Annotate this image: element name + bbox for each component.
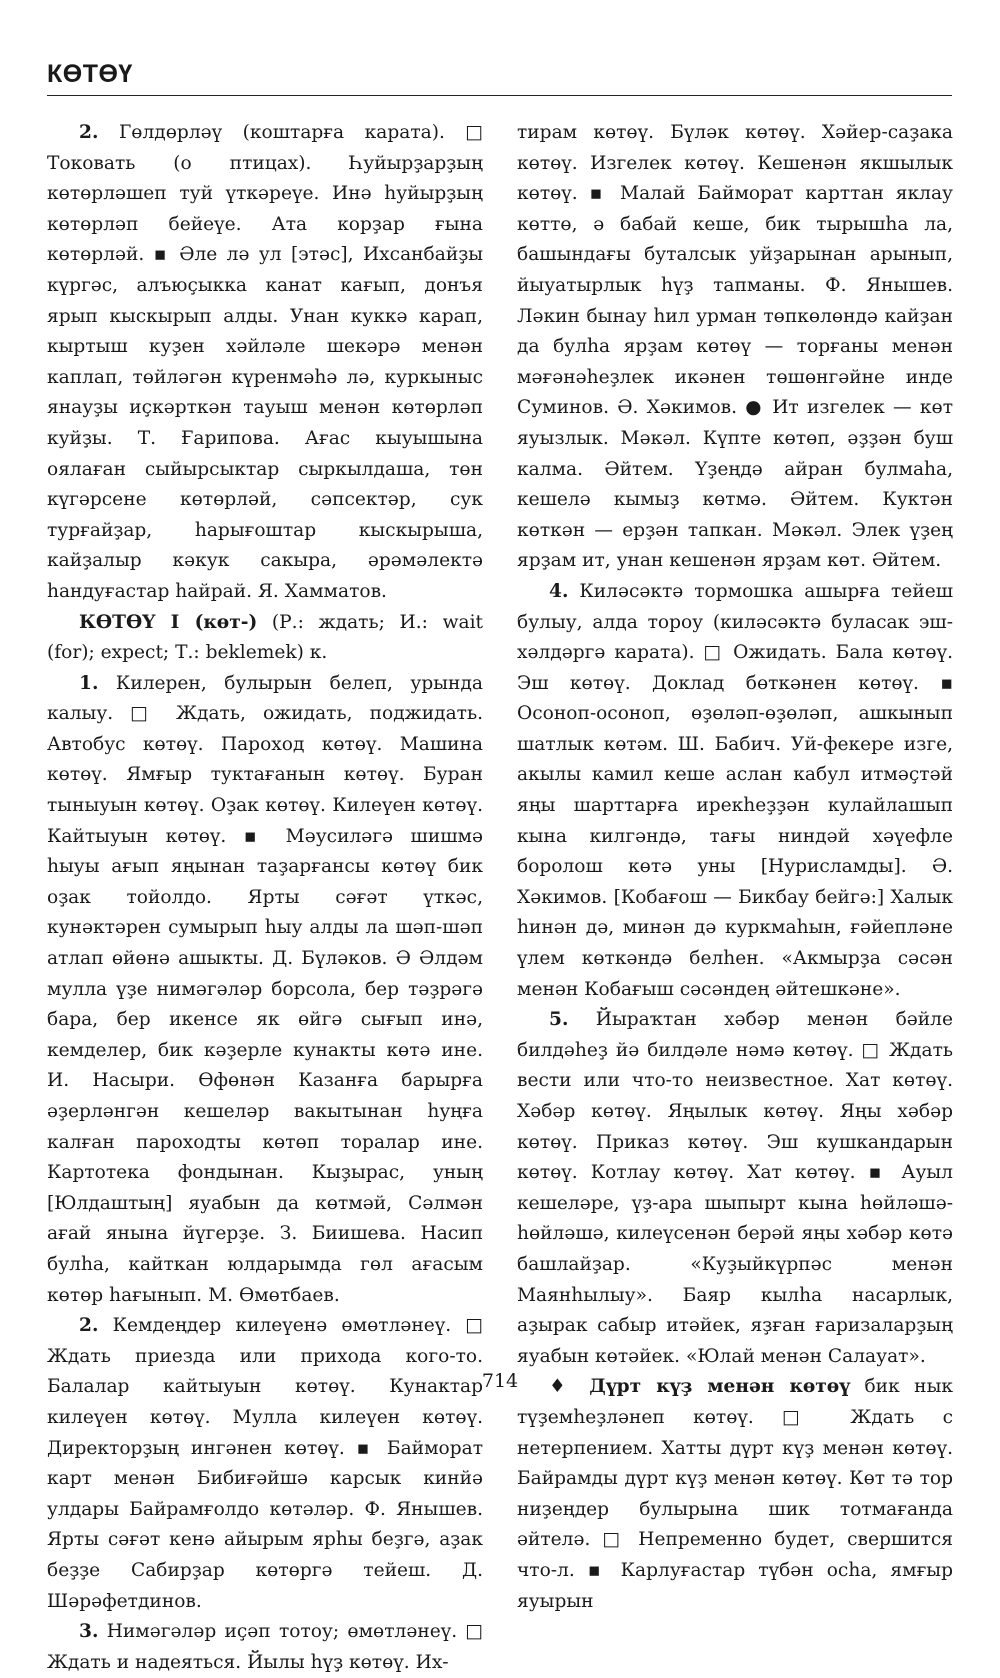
entry-paragraph: КӨТӨҮ I (көт-) (Р.: ждать; И.: wait (for); expect; Т.: beklemek) к.	[47, 611, 483, 664]
sense-label: 2.	[79, 122, 99, 143]
sense-label: 4.	[549, 580, 569, 602]
entry-paragraph: 3. Нимәгәләр иҫәп тотоу; өмөтләнеү. □ Ждать и надеяться. Йылы һүҙ көтөү. Их-	[47, 1621, 483, 1673]
entry-paragraph: 2. Гөлдөрләү (коштарға карата). □ Токовать (о птицах). Һуйырҙарҙың көтөрләшеп туй үткәреүе. Инә һуйырҙың көтөрләп бейеүе. Ата корҙар ғына көтөрләй. ▪ Әле лә ул [этәс], Ихсанбайҙы күргәс, алъюҫыкка канат кағып, донъя ярып кыскырып алды. Унан куккә карап, кыртыш куҙен хәйләле шекәрә менән каплап, төйләгән күренмәһә лә, куркыныс янауҙы иҫкәрткән тауыш менән көтөрләп куйҙы. Т. Ғарипова. Ағас кыуышына оялаған сыйырсыктар сыркылдаша, төн күгәрсене көтөрләй, сәпсектәр, сук турғайҙар, һарығоштар кыскырыша, кайҙалыр кәкук сакыра, әрәмәлектә һандуғастар һайрай. Я. Хамматов.	[47, 122, 483, 602]
entry-paragraph: 4. Киләсәктә тормошка ашырға тейеш булыу, алда тороу (киләсәктә буласак эш-хәлдәргә карата). □ Ожидать. Бала көтөү. Эш көтөү. Доклад бөткәнен көтөү. ▪ Осоноп-осоноп, өҙөләп-өҙөләп, ашкынып шатлык көтәм. Ш. Бабич. Уй-фекере изге, акылы камил кеше аслан кабул итмәҫтәй яңы шарттарға ирекһеҙҙән кулайлашып кына килгәндә, тағы ниндәй хәүефле боролош көтә уны [Нурисламды]. Ә. Хәкимов. [Кобағош — Бикбау бейгә:] Халык һинән дә, минән дә куркмаһын, ғәйепләне үлем көткәндә белһен. «Акмырҙа сәсән менән Кобағыш сәсәндең әйтешкәне».	[517, 580, 953, 1000]
entry-paragraph: 2. Кемдеңдер килеүенә өмөтләнеү. □ Ждать приезда или прихода кого-то. Балалар кайтыуын көтөү. Кунактар килеүен көтөү. Мулла килеүен көтөү. Директорҙың ингәнен көтөү. ▪ Байморат карт менән Бибиғәйшә карсык кинйә улдары Байрамғолдо көтәләр. Ф. Янышев. Ярты сәғәт кенә айырым ярһы беҙгә, аҙак беҙҙе Сабирҙар көтөргә тейеш. Д. Шәрәфетдинов.	[47, 1315, 483, 1612]
entry-paragraph: тирам көтөү. Бүләк көтөү. Хәйер-саҙака көтөү. Изгелек көтөү. Кешенән якшылык көтөү. ▪ Малай Байморат карттан яклау көттө, ә бабай кеше, бик тырышһа ла, башындағы буталсык уйҙарынан арынып, йыуатырлык һүҙ тапманы. Ф. Янышев. Ләкин бынау һил урман төпкөлөндә кайҙан да булһа ярҙам көтөү — торғаны менән мәғәнәһеҙлек икәнен төшөнгәйне инде Суминов. Ә. Хәкимов. ● Ит изгелек — көт яуызлык. Мәкәл. Күпте көтөп, әҙҙән буш калма. Әйтем. Үҙеңдә айран булмаһа, кешелә кымыҙ көтмә. Әйтем. Куктән көткән — ерҙән тапкан. Мәкәл. Элек үҙең ярҙам ит, унан кешенән ярҙам көт. Әйтем.	[517, 122, 953, 572]
page-header	[47, 60, 952, 96]
entry-paragraph: 1. Килерен, булырын белеп, урында калыу. □ Ждать, ожидать, поджидать. Автобус көтөү. Пароход көтөү. Машина көтөү. Ямғыр туктағанын көтөү. Буран тыныуын көтөү. Оҙак көтөү. Килеүен көтөү. Кайтыуын көтөү. ▪ Мәусиләгә шишмә һыуы ағып яңынан таҙарғансы көтөү бик оҙак тойолдо. Ярты сәғәт үткәс, кунәктәрен сумырып һыу алды ла шәп-шәп атлап өйөнә ашыкты. Д. Бүләков. Ә Әлдәм мулла үҙе нимәгәләр борсола, бер тәҙрәгә бара, бер икенсе як өйгә сығып инә, кемделер, бик кәҙерле кунакты көтә ине. И. Насыри. Өфөнән Казанға барырға әҙерләнгән кешеләр вакытынан һуңға калған пароходты көтөп торалар ине. Картотека фондынан. Кыҙырас, уның [Юлдаштың] яуабын да көтмәй, Сәлмән ағай янына йүгерҙе. З. Биишева. Насип булһа, кайткан юлдарымда гөл ағасым көтөр һағынып. М. Өмөтбаев.	[47, 672, 483, 1306]
sense-label: 5.	[549, 1009, 569, 1031]
sense-label: 2.	[79, 1315, 99, 1337]
entry-paragraph: ♦ Дүрт күҙ менән көтөү бик нык түҙемһеҙләнеп көтөү. □ Ждать с нетерпением. Хатты дүрт күҙ менән көтөү. Байрамды дүрт күҙ менән көтөү. Көт тә тор ниҙеңдер булырына шик тотмағанда әйтелә. □ Непременно будет, свершится что-л. ▪ Карлуғастар түбән осһа, ямғыр яуырын	[517, 1376, 953, 1612]
page-number: 714	[481, 1370, 519, 1392]
entry-paragraph: 5. Йыраҡтан хәбәр менән бәйле билдәһеҙ йә билдәле нәмә көтөү. □ Ждать вести или что-то неизвестное. Хат көтөү. Хәбәр көтөү. Яңылык көтөү. Яңы хәбәр көтөү. Приказ көтөү. Эш кушкандарын көтөү. Котлау көтөү. Хат көтөү. ▪ Ауыл кешеләре, үҙ-ара шыпырт кына һөйләшә-һөйләшә, килеүсенән берәй яңы хәбәр көтә башлайҙар. «Куҙыйкүрпәс менән Маянһылыу». Баяр кылһа насарлык, аҙырак сабыр итәйек, яҙған ғаризаларҙың яуабын көтәйек. «Юлай менән Салауат».	[517, 1009, 953, 1367]
right-column	[517, 118, 953, 1617]
sense-label: ♦ Дүрт күҙ менән көтөү	[549, 1376, 850, 1398]
sense-label: 1.	[79, 672, 99, 694]
running-head: КӨТӨҮ	[47, 60, 133, 88]
sense-label: КӨТӨҮ I (көт-)	[79, 611, 258, 633]
sense-label: 3.	[79, 1621, 99, 1643]
left-column	[47, 118, 483, 1678]
